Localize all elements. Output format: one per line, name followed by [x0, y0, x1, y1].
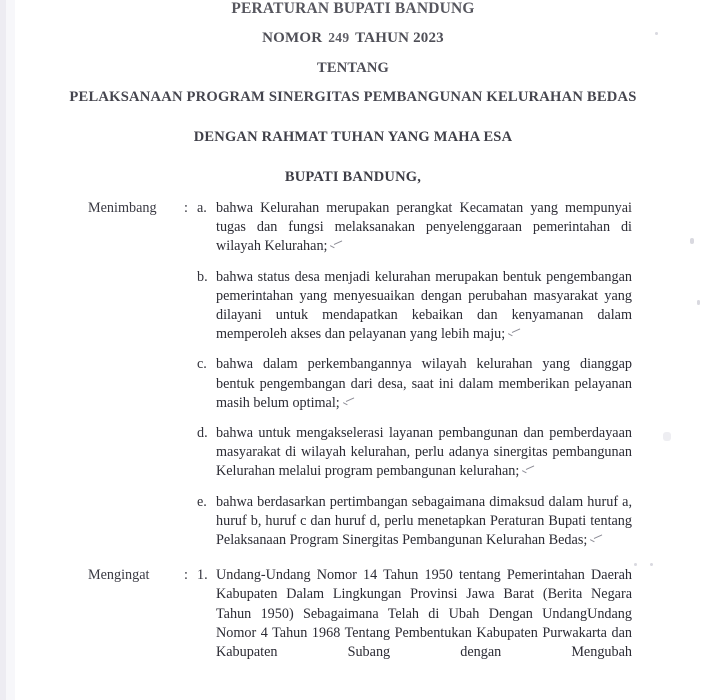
check-mark-icon — [522, 465, 535, 475]
document-heading — [0, 0, 706, 185]
list-item-marker: d. — [197, 425, 208, 442]
list-item-marker: c. — [197, 356, 207, 373]
list-item-text-wrapper — [216, 566, 632, 681]
list-item — [197, 355, 632, 413]
issuing-authority: BUPATI BANDUNG, — [284, 169, 422, 185]
menimbang-colon: : — [184, 200, 188, 216]
list-item-text-wrapper — [216, 268, 632, 345]
list-item-text: bahwa dalam perkembangannya wilayah kelurahan yang dianggap bentuk pengembangan dari desa, saat ini dalam memberikan pelayanan masih belum optimal; — [216, 356, 632, 411]
list-item-text: Undang-Undang Nomor 14 Tahun 1950 tentang Pemerintahan Daerah Kabupaten Dalam Lingkungan Provinsi Jawa Barat (Berita Negara Tahun 1950) Sebagaimana Telah di Ubah Dengan UndangUndang Nomor 4 Tahun 1968 Tentang Pembentukan Kabupaten Purwakarta dan Kabupaten Subang dengan Mengubah — [216, 567, 632, 661]
menimbang-items — [197, 199, 632, 550]
invocation-line: DENGAN RAHMAT TUHAN YANG MAHA ESA — [193, 129, 513, 145]
mengingat-section — [0, 550, 706, 681]
list-item-marker: 1. — [197, 567, 208, 584]
list-item-text-wrapper — [216, 199, 632, 257]
list-item-marker: b. — [197, 268, 208, 285]
list-item-text: bahwa berdasarkan pertimbangan sebagaimana dimaksud dalam huruf a, huruf b, huruf c dan huruf d, perlu menetapkan Peraturan Bupati tentang Pelaksanaan Program Sinergitas Pembangunan Kelurahan Bedas; — [216, 493, 632, 549]
mengingat-colon: : — [184, 567, 188, 584]
check-mark-icon — [330, 240, 343, 250]
list-item — [197, 268, 632, 345]
list-item — [197, 424, 632, 482]
list-item — [197, 493, 632, 551]
list-item-marker: a. — [197, 200, 207, 216]
list-item-text-wrapper — [216, 355, 632, 413]
list-item-text: bahwa untuk mengakselerasi layanan pembangunan dan pemberdayaan masyarakat di wilayah kelurahan, perlu adanya sinergitas pembangunan Kelurahan melalui program pembangunan kelurahan; — [216, 425, 632, 480]
menimbang-label: Menimbang — [88, 200, 157, 216]
check-mark-icon — [343, 397, 356, 407]
list-item — [197, 566, 632, 681]
regulation-number-line — [0, 17, 706, 46]
mengingat-items — [197, 566, 632, 681]
regulation-type-title: PERATURAN BUPATI BANDUNG — [231, 0, 475, 17]
nomor-label: NOMOR — [262, 30, 323, 46]
menimbang-section — [0, 185, 706, 550]
list-item-text-wrapper — [216, 493, 632, 551]
list-item-marker: e. — [197, 493, 207, 510]
list-item-text: bahwa status desa menjadi kelurahan merupakan bentuk pengembangan pemerintahan yang menyesuaikan dengan perubahan masyarakat yang dilayani untuk mendapatkan kebaikan dan kenyamanan dalam memperoleh akses dan pelayanan yang lebih maju; — [216, 268, 632, 343]
check-mark-icon — [590, 534, 603, 544]
mengingat-label: Mengingat — [88, 567, 150, 584]
nomor-year: TAHUN 2023 — [355, 30, 444, 46]
list-item-text-wrapper — [216, 424, 632, 482]
check-mark-icon — [508, 328, 521, 338]
list-item — [197, 199, 632, 257]
list-item-text: bahwa Kelurahan merupakan perangkat Kecamatan yang mempunyai tugas dan fungsi melaksanakan penyelenggaraan pemerintahan di wilayah Kelurahan; — [216, 200, 632, 255]
tentang-label: TENTANG — [316, 60, 390, 76]
nomor-value: 249 — [328, 30, 350, 45]
regulation-subject-title: PELAKSANAAN PROGRAM SINERGITAS PEMBANGUNAN KELURAHAN BEDAS — [69, 89, 637, 105]
